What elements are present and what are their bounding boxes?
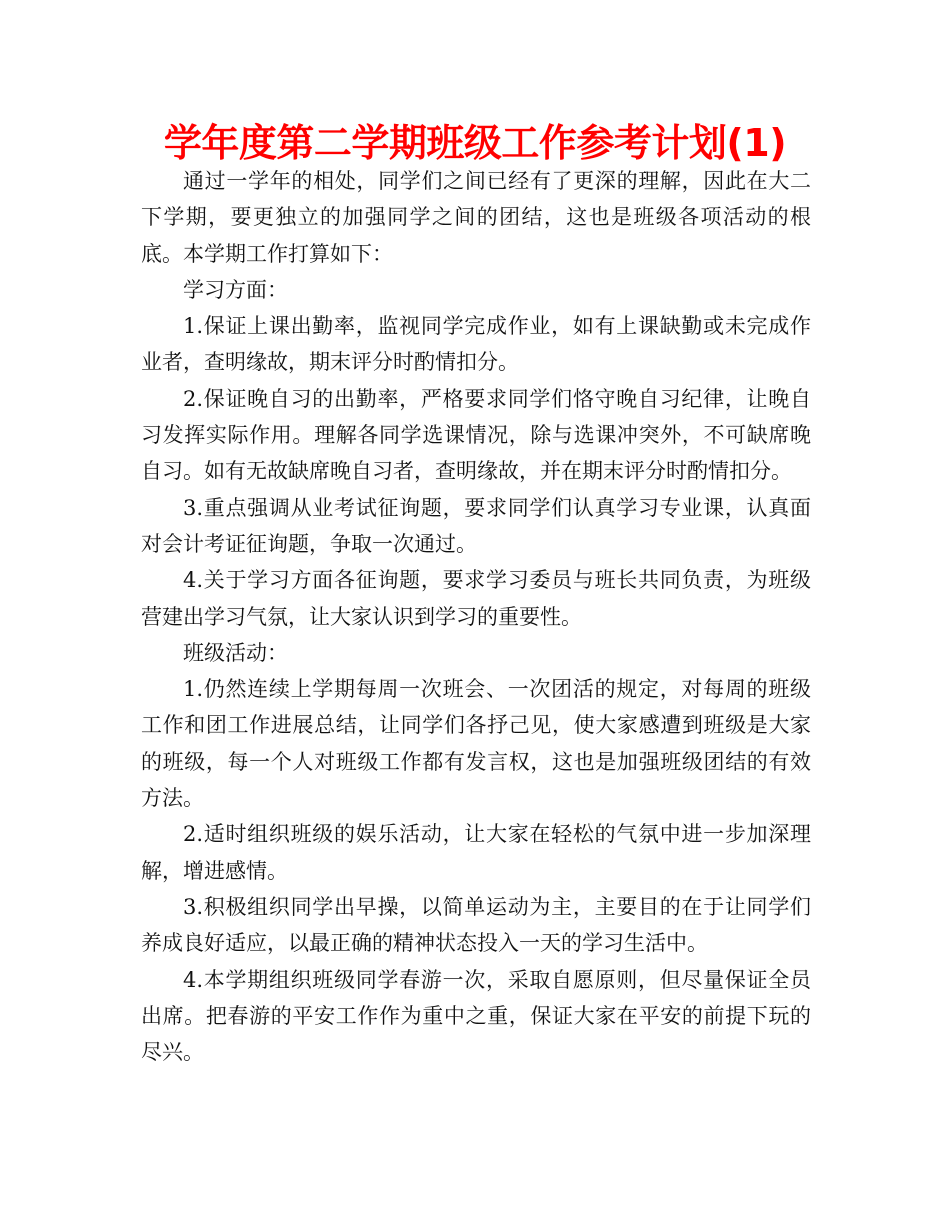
study-item-4: 4.关于学习方面各征询题，要求学习委员与班长共同负责，为班级营建出学习气氛，让大家认识到学习的重要性。	[141, 568, 811, 629]
activity-item-2: 2.适时组织班级的娱乐活动，让大家在轻松的气氛中进一步加深理解，增进感情。	[141, 822, 811, 883]
activity-item-1: 1.仍然连续上学期每周一次班会、一次团活的规定，对每周的班级工作和团工作进展总结，让同学们各抒己见，使大家感遭到班级是大家的班级，每一个人对班级工作都有发言权，这也是加强班级团结的有效方法。	[141, 677, 811, 811]
section-heading-study: 学习方面：	[183, 277, 288, 302]
section-heading-activities: 班级活动：	[183, 640, 288, 665]
study-item-3: 3.重点强调从业考试征询题，要求同学们认真学习专业课，认真面对会计考证征询题，争取一次通过。	[141, 495, 811, 556]
activity-item-3: 3.积极组织同学出早操，以简单运动为主，主要目的在于让同学们养成良好适应，以最正确的精神状态投入一天的学习生活中。	[141, 894, 811, 956]
study-item-2: 2.保证晚自习的出勤率，严格要求同学们恪守晚自习纪律，让晚自习发挥实际作用。理解各同学选课情况，除与选课冲突外，不可缺席晚自习。如有无故缺席晚自习者，查明缘故，并在期末评分时酌情扣分。	[141, 386, 811, 484]
document-body	[141, 163, 811, 1070]
document-title: 学年度第二学期班级工作参考计划(1)	[163, 121, 787, 165]
intro-paragraph: 通过一学年的相处，同学们之间已经有了更深的理解，因此在大二下学期，要更独立的加强同学之间的团结，这也是班级各项活动的根底。本学期工作打算如下：	[141, 169, 811, 266]
activity-item-4: 4.本学期组织班级同学春游一次，采取自愿原则，但尽量保证全员出席。把春游的平安工作作为重中之重，保证大家在平安的前提下玩的尽兴。	[141, 967, 811, 1065]
study-item-1: 1.保证上课出勤率，监视同学完成作业，如有上课缺勤或未完成作业者，查明缘故，期末评分时酌情扣分。	[141, 314, 811, 375]
